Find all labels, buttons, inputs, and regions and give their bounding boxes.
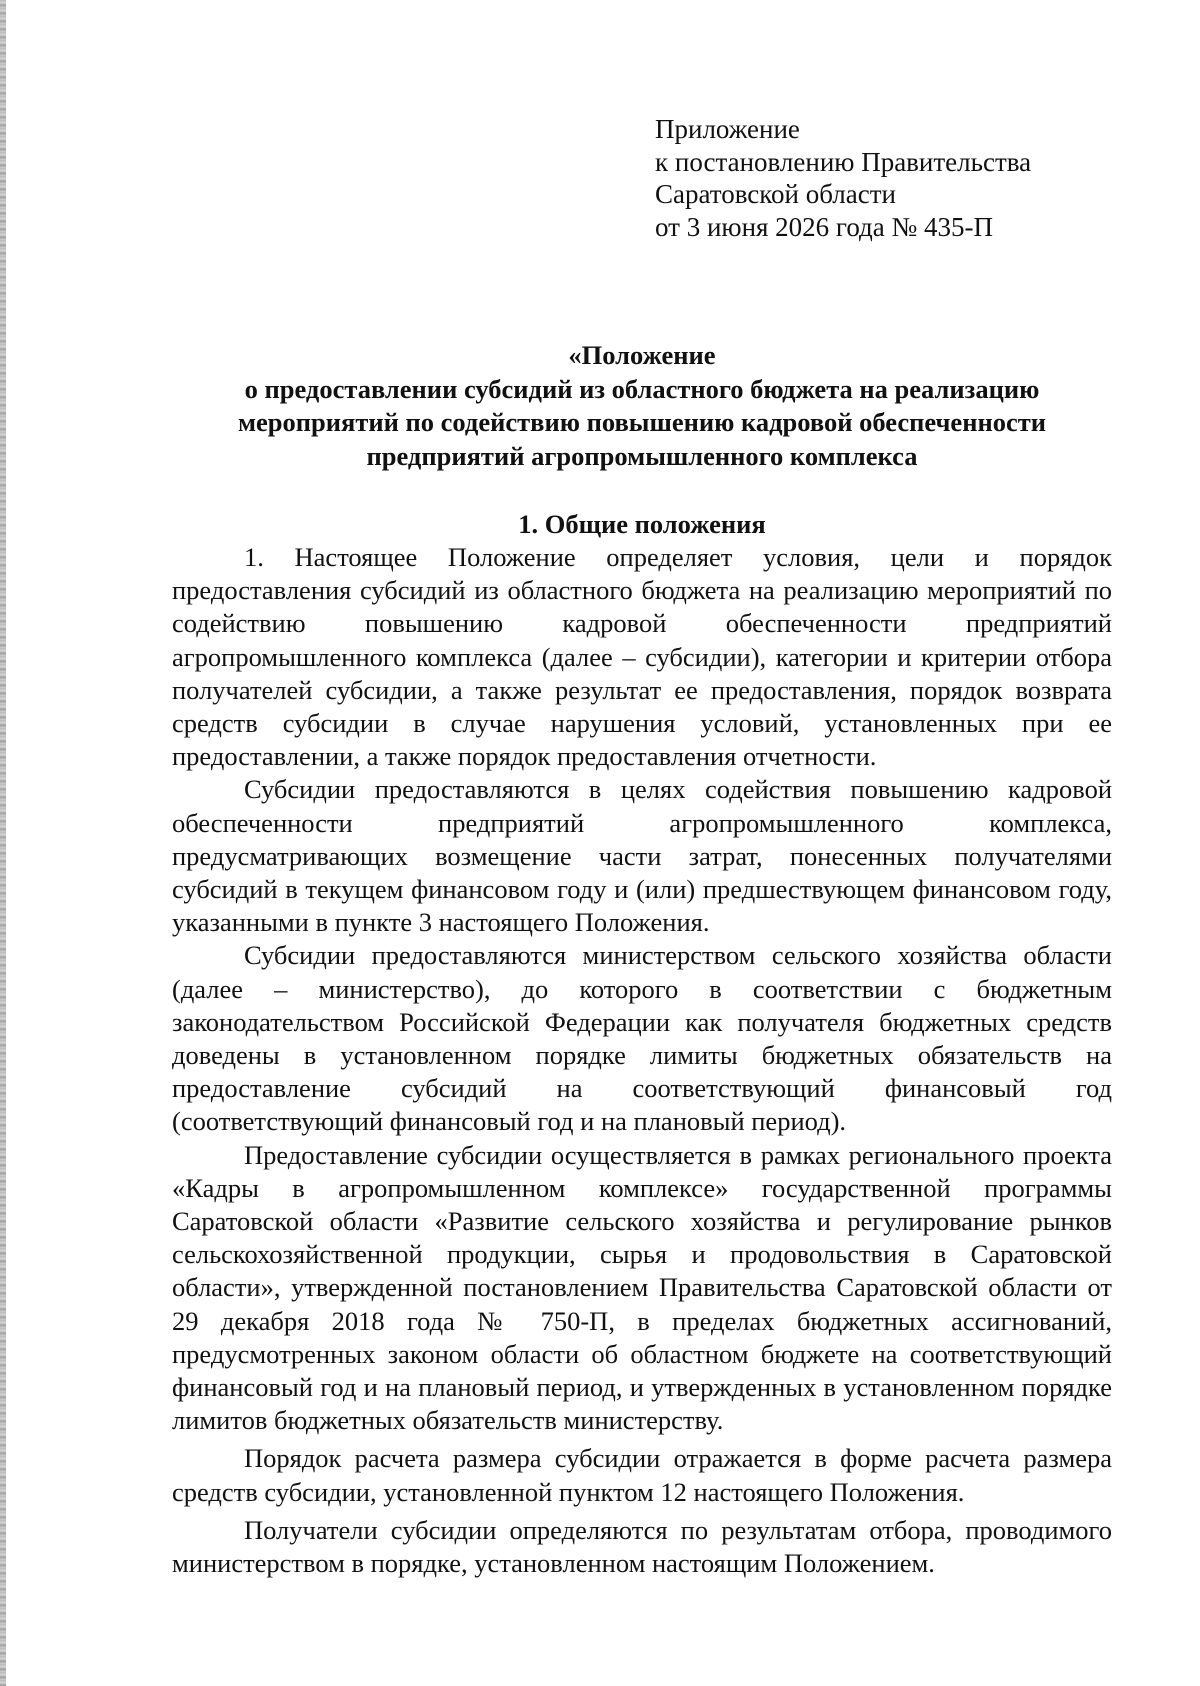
title-line: о предоставлении субсидий из областного бюджета на реализацию	[244, 373, 1040, 404]
paragraph: Субсидии предоставляются в целях содействия повышению кадровой обеспеченности предприятий агропромышленного комплекса, предусматривающих возмещение части затрат, понесенных получателями субсидий в текущем финансовом году и (или) предшествующем финансовом году, указанными в пункте 3 настоящего Положения.	[172, 774, 1112, 938]
title-line: предприятий агропромышленного комплекса	[366, 440, 918, 471]
title-line: «Положение	[568, 340, 716, 370]
approval-line: Приложение	[655, 114, 800, 144]
title-line: мероприятий по содействию повышению кадровой обеспеченности	[237, 407, 1047, 437]
approval-line: Саратовской области	[655, 179, 896, 209]
approval-block	[655, 113, 1135, 243]
paragraph: Субсидии предоставляются министерством сельского хозяйства области (далее – министерство), до которого в соответствии с бюджетным законодательством Российской Федерации как получателя бюджетных средств доведены в установленном порядке лимиты бюджетных обязательств на предоставление субсидий на соответствующий финансовый год (соответствующий финансовый год и на плановый период).	[172, 940, 1112, 1137]
paragraph: 1. Настоящее Положение определяет условия, цели и порядок предоставления субсидий из областного бюджета на реализацию мероприятий по содействию повышению кадровой обеспеченности предприятий агропромышленного комплекса (далее – субсидии), категории и критерии отбора получателей субсидии, а также результат ее предоставления, порядок возврата средств субсидии в случае нарушения условий, установленных при ее предоставлении, а также порядок предоставления отчетности.	[172, 542, 1112, 772]
approval-line: к постановлению Правительства	[655, 146, 1032, 177]
paragraph: Получатели субсидии определяются по результатам отбора, проводимого министерством в порядке, установленном настоящим Положением.	[172, 1514, 1112, 1579]
section-heading: 1. Общие положения	[518, 509, 766, 539]
section-body	[172, 541, 1112, 1580]
approval-line: от 3 июня 2026 года № 435-П	[655, 211, 994, 242]
document-title	[172, 339, 1112, 473]
paragraph: Порядок расчета размера субсидии отражается в форме расчета размера средств субсидии, установленной пунктом 12 настоящего Положения.	[172, 1443, 1112, 1507]
paragraph: Предоставление субсидии осуществляется в рамках регионального проекта «Кадры в агропромышленном комплексе» государственной программы Саратовской области «Развитие сельского хозяйства и регулирование рынков сельскохозяйственной продукции, сырья и продовольствия в Саратовской области», утвержденной постановлением Правительства Саратовской области от 29 декабря 2018 года № 750-П, в пределах бюджетных ассигнований, предусмотренных законом области об областном бюджете на соответствующий финансовый год и на плановый период, и утвержденных в установленном порядке лимитов бюджетных обязательств министерству.	[172, 1139, 1112, 1436]
